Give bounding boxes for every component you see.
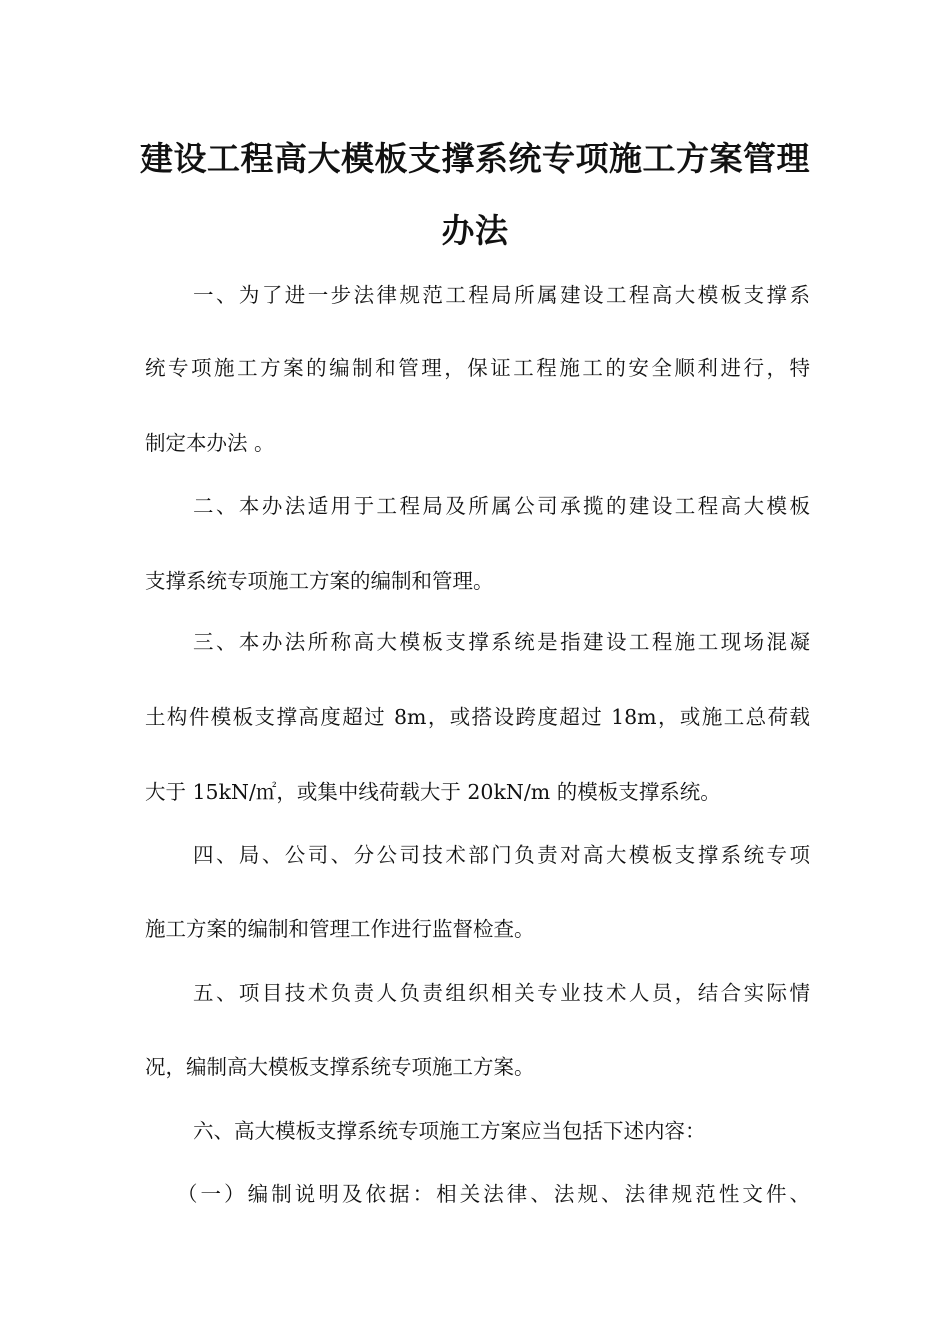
list-item-1-line-1: （一）编制说明及依据：相关法律、法规、法律规范性文件、 <box>177 1182 810 1206</box>
paragraph-2-line-2: 支撑系统专项施工方案的编制和管理。 <box>145 569 494 593</box>
paragraph-4-line-1: 四、局、公司、分公司技术部门负责对高大模板支撑系统专项 <box>193 843 810 867</box>
paragraph-6-line-1: 六、高大模板支撑系统专项施工方案应当包括下述内容： <box>193 1119 706 1143</box>
paragraph-5-line-2: 况，编制高大模板支撑系统专项施工方案。 <box>145 1055 535 1079</box>
paragraph-5-line-1: 五、项目技术负责人负责组织相关专业技术人员，结合实际情 <box>193 981 810 1005</box>
paragraph-4-line-2: 施工方案的编制和管理工作进行监督检查。 <box>145 917 535 941</box>
paragraph-3-line-1: 三、本办法所称高大模板支撑系统是指建设工程施工现场混凝 <box>193 630 810 654</box>
paragraph-3-line-3: 大于 15kN/㎡，或集中线荷载大于 20kN/m 的模板支撑系统。 <box>145 780 721 804</box>
document-title-line-2: 办法 <box>441 211 509 250</box>
paragraph-1-line-1: 一、为了进一步法律规范工程局所属建设工程高大模板支撑系 <box>193 283 810 307</box>
document-title-line-1: 建设工程高大模板支撑系统专项施工方案管理 <box>140 139 810 178</box>
paragraph-3-line-2: 土构件模板支撑高度超过 8m，或搭设跨度超过 18m，或施工总荷载 <box>145 705 810 729</box>
paragraph-2-line-1: 二、本办法适用于工程局及所属公司承揽的建设工程高大模板 <box>193 494 810 518</box>
paragraph-1-line-2: 统专项施工方案的编制和管理，保证工程施工的安全顺利进行，特 <box>145 356 810 380</box>
paragraph-1-line-3: 制定本办法 。 <box>145 431 275 455</box>
